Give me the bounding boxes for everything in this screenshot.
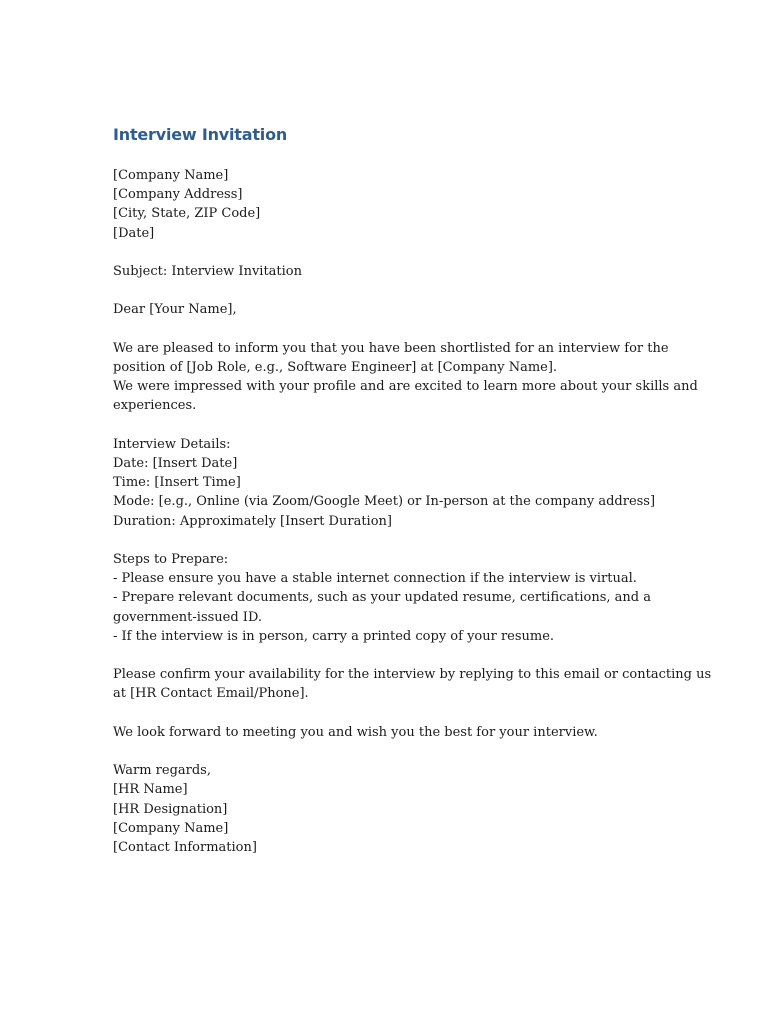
document-title: Interview Invitation	[113, 125, 288, 144]
address-line: [Company Address]	[113, 187, 243, 203]
intro-line: We are pleased to inform you that you have been shortlisted for an interview for the	[113, 340, 669, 356]
signature-block	[113, 761, 658, 857]
subject-line: Subject: Interview Invitation	[113, 264, 303, 279]
details-line: Duration: Approximately [Insert Duration]	[113, 513, 392, 529]
steps-line: - Please ensure you have a stable internet connection if the interview is virtual.	[113, 571, 637, 587]
signature-line: [Company Name]	[113, 820, 229, 836]
address-line: [Company Name]	[113, 168, 229, 183]
address-block	[113, 166, 658, 243]
closing-line: We look forward to meeting you and wish you the best for your interview.	[113, 724, 598, 740]
steps-heading: Steps to Prepare:	[113, 551, 229, 567]
intro-line: position of [Job Role, e.g., Software Engineer] at [Company Name].	[113, 359, 558, 375]
details-line: Time: [Insert Time]	[113, 475, 241, 491]
salutation-line: Dear [Your Name],	[113, 302, 237, 318]
address-line: [Date]	[113, 225, 155, 241]
signature-line: [Contact Information]	[113, 839, 257, 855]
intro-line: experiences.	[113, 398, 197, 414]
steps-line: - If the interview is in person, carry a printed copy of your resume.	[113, 628, 555, 644]
steps-line: - Prepare relevant documents, such as your updated resume, certifications, and a	[113, 590, 651, 606]
closing-paragraph	[113, 723, 658, 742]
signature-line: [HR Designation]	[113, 801, 228, 817]
confirm-line: Please confirm your availability for the interview by replying to this email or contacting us	[113, 667, 712, 683]
interview-details-block	[113, 435, 658, 531]
confirm-line: at [HR Contact Email/Phone].	[113, 686, 309, 702]
intro-paragraph	[113, 339, 698, 416]
details-line: Mode: [e.g., Online (via Zoom/Google Meet) or In-person at the company address]	[113, 494, 656, 510]
steps-line: government-issued ID.	[113, 609, 263, 625]
signature-line: Warm regards,	[113, 763, 211, 779]
signature-line: [HR Name]	[113, 782, 188, 798]
letter-body	[113, 124, 712, 876]
steps-block	[113, 550, 658, 646]
address-line: [City, State, ZIP Code]	[113, 206, 261, 222]
intro-line: We were impressed with your profile and are excited to learn more about your skills and	[113, 379, 698, 395]
confirm-paragraph	[113, 665, 712, 703]
details-heading: Interview Details:	[113, 436, 231, 452]
details-line: Date: [Insert Date]	[113, 455, 238, 471]
subject-block	[113, 262, 658, 281]
salutation-block	[113, 300, 658, 319]
